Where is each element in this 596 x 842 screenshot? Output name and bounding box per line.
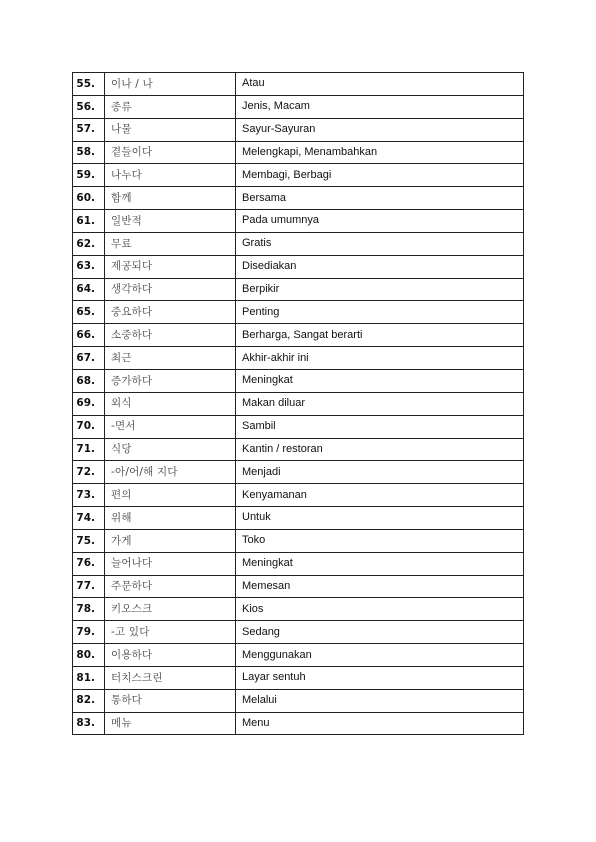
row-number: 79. <box>73 621 105 644</box>
row-number: 69. <box>73 392 105 415</box>
indonesian-meaning: Sedang <box>236 621 524 644</box>
table-row <box>73 118 524 141</box>
indonesian-meaning: Melengkapi, Menambahkan <box>236 141 524 164</box>
korean-word: 식당 <box>105 438 236 461</box>
indonesian-meaning: Atau <box>236 73 524 96</box>
table-row <box>73 415 524 438</box>
korean-word: -아/어/해 지다 <box>105 461 236 484</box>
row-number: 71. <box>73 438 105 461</box>
table-row <box>73 598 524 621</box>
korean-word: 곁들이다 <box>105 141 236 164</box>
table-row <box>73 73 524 96</box>
korean-word: 종류 <box>105 95 236 118</box>
table-row <box>73 438 524 461</box>
indonesian-meaning: Bersama <box>236 187 524 210</box>
indonesian-meaning: Disediakan <box>236 255 524 278</box>
table-row <box>73 95 524 118</box>
table-row <box>73 392 524 415</box>
table-row <box>73 369 524 392</box>
table-row <box>73 141 524 164</box>
table-row <box>73 232 524 255</box>
row-number: 67. <box>73 347 105 370</box>
korean-word: -면서 <box>105 415 236 438</box>
row-number: 58. <box>73 141 105 164</box>
row-number: 59. <box>73 164 105 187</box>
table-row <box>73 644 524 667</box>
table-row <box>73 575 524 598</box>
indonesian-meaning: Menu <box>236 712 524 735</box>
table-row <box>73 621 524 644</box>
indonesian-meaning: Makan diluar <box>236 392 524 415</box>
row-number: 63. <box>73 255 105 278</box>
indonesian-meaning: Kios <box>236 598 524 621</box>
korean-word: 생각하다 <box>105 278 236 301</box>
row-number: 82. <box>73 689 105 712</box>
table-row <box>73 666 524 689</box>
korean-word: -고 있다 <box>105 621 236 644</box>
korean-word: 중요하다 <box>105 301 236 324</box>
indonesian-meaning: Berharga, Sangat berarti <box>236 324 524 347</box>
indonesian-meaning: Sayur-Sayuran <box>236 118 524 141</box>
korean-word: 최근 <box>105 347 236 370</box>
korean-word: 키오스크 <box>105 598 236 621</box>
table-row <box>73 278 524 301</box>
indonesian-meaning: Kantin / restoran <box>236 438 524 461</box>
row-number: 64. <box>73 278 105 301</box>
korean-word: 외식 <box>105 392 236 415</box>
row-number: 73. <box>73 484 105 507</box>
row-number: 81. <box>73 666 105 689</box>
korean-word: 나물 <box>105 118 236 141</box>
korean-word: 증가하다 <box>105 369 236 392</box>
korean-word: 함께 <box>105 187 236 210</box>
table-row <box>73 484 524 507</box>
table-row <box>73 529 524 552</box>
korean-word: 터치스크린 <box>105 666 236 689</box>
indonesian-meaning: Penting <box>236 301 524 324</box>
korean-word: 이나 / 나 <box>105 73 236 96</box>
row-number: 55. <box>73 73 105 96</box>
row-number: 56. <box>73 95 105 118</box>
row-number: 80. <box>73 644 105 667</box>
indonesian-meaning: Sambil <box>236 415 524 438</box>
korean-word: 소중하다 <box>105 324 236 347</box>
row-number: 75. <box>73 529 105 552</box>
indonesian-meaning: Berpikir <box>236 278 524 301</box>
row-number: 74. <box>73 507 105 530</box>
korean-word: 메뉴 <box>105 712 236 735</box>
row-number: 76. <box>73 552 105 575</box>
row-number: 66. <box>73 324 105 347</box>
indonesian-meaning: Melalui <box>236 689 524 712</box>
indonesian-meaning: Kenyamanan <box>236 484 524 507</box>
korean-word: 늘어나다 <box>105 552 236 575</box>
indonesian-meaning: Memesan <box>236 575 524 598</box>
indonesian-meaning: Layar sentuh <box>236 666 524 689</box>
indonesian-meaning: Gratis <box>236 232 524 255</box>
row-number: 61. <box>73 210 105 233</box>
row-number: 65. <box>73 301 105 324</box>
row-number: 83. <box>73 712 105 735</box>
indonesian-meaning: Meningkat <box>236 552 524 575</box>
korean-word: 나누다 <box>105 164 236 187</box>
table-row <box>73 164 524 187</box>
table-row <box>73 712 524 735</box>
table-row <box>73 255 524 278</box>
indonesian-meaning: Akhir-akhir ini <box>236 347 524 370</box>
indonesian-meaning: Untuk <box>236 507 524 530</box>
korean-word: 일반적 <box>105 210 236 233</box>
indonesian-meaning: Menggunakan <box>236 644 524 667</box>
vocabulary-table-body <box>73 73 524 735</box>
table-row <box>73 324 524 347</box>
indonesian-meaning: Pada umumnya <box>236 210 524 233</box>
korean-word: 무료 <box>105 232 236 255</box>
vocabulary-table <box>72 72 524 735</box>
table-row <box>73 689 524 712</box>
row-number: 62. <box>73 232 105 255</box>
table-row <box>73 461 524 484</box>
table-row <box>73 552 524 575</box>
table-row <box>73 507 524 530</box>
korean-word: 제공되다 <box>105 255 236 278</box>
korean-word: 통하다 <box>105 689 236 712</box>
row-number: 68. <box>73 369 105 392</box>
row-number: 70. <box>73 415 105 438</box>
row-number: 72. <box>73 461 105 484</box>
korean-word: 위해 <box>105 507 236 530</box>
indonesian-meaning: Membagi, Berbagi <box>236 164 524 187</box>
korean-word: 이용하다 <box>105 644 236 667</box>
korean-word: 편의 <box>105 484 236 507</box>
table-row <box>73 301 524 324</box>
indonesian-meaning: Meningkat <box>236 369 524 392</box>
row-number: 60. <box>73 187 105 210</box>
table-row <box>73 187 524 210</box>
row-number: 78. <box>73 598 105 621</box>
table-row <box>73 347 524 370</box>
indonesian-meaning: Toko <box>236 529 524 552</box>
indonesian-meaning: Menjadi <box>236 461 524 484</box>
indonesian-meaning: Jenis, Macam <box>236 95 524 118</box>
korean-word: 주문하다 <box>105 575 236 598</box>
row-number: 57. <box>73 118 105 141</box>
korean-word: 가게 <box>105 529 236 552</box>
row-number: 77. <box>73 575 105 598</box>
table-row <box>73 210 524 233</box>
